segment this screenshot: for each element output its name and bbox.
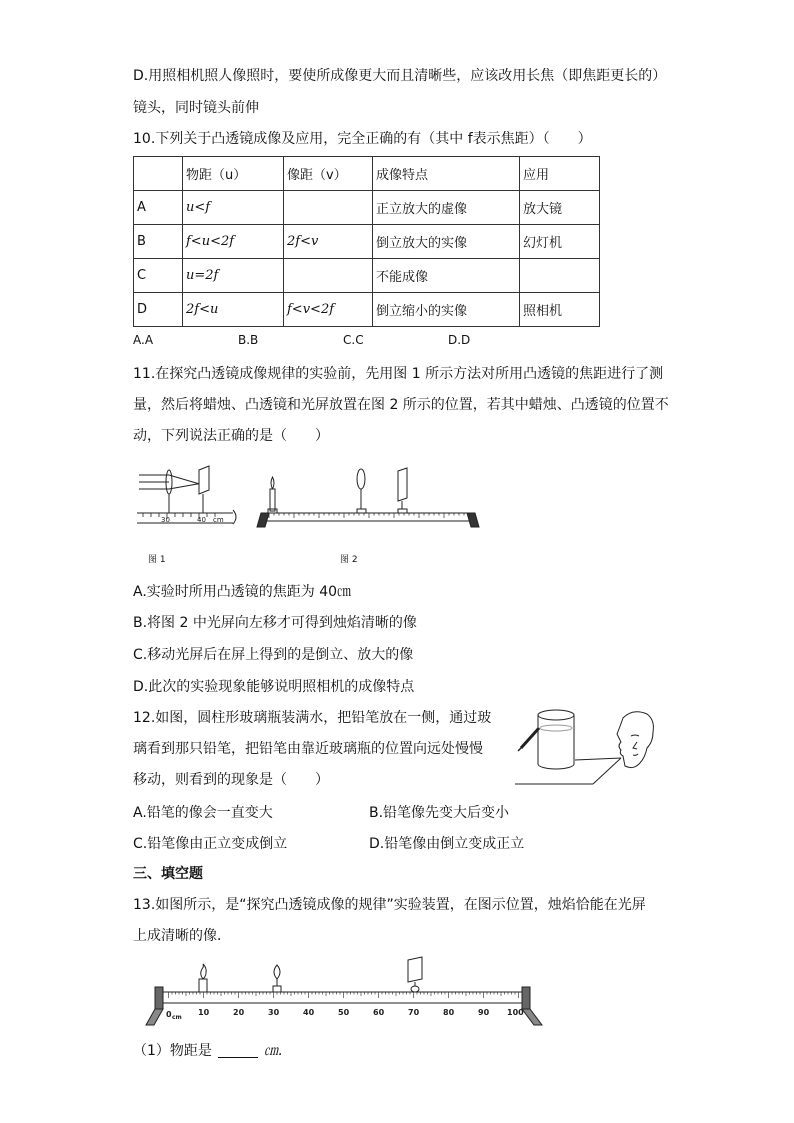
section-title-fill-in: 三、填空题 (133, 866, 203, 882)
bench-label-70: 70 (408, 1008, 420, 1017)
table-cell: 放大镜 (520, 191, 600, 225)
q13-sub1-answer-blank[interactable] (218, 1043, 258, 1058)
q10-option-b[interactable]: B.B (238, 333, 259, 347)
bench-label-10: 10 (198, 1008, 210, 1017)
q11-stem-line3: 动，下列说法正确的是（ ） (133, 428, 329, 444)
table-cell: f<v<2f (284, 293, 373, 327)
q13-sub1 (133, 1041, 282, 1061)
q12-options-row2 (133, 833, 605, 853)
q12-option-a[interactable]: A.铅笔的像会一直变大 (133, 805, 273, 821)
q10-options (133, 333, 553, 347)
table-cell: 物距（u） (183, 157, 284, 191)
table-cell: 正立放大的虚像 (373, 191, 520, 225)
q9-option-d-line2: 镜头，同时镜头前伸 (133, 100, 259, 116)
bench-label-50: 50 (338, 1008, 350, 1017)
fig1-tick-30: 30 (161, 516, 170, 524)
q12-option-d[interactable]: D.铅笔像由倒立变成正立 (369, 836, 525, 852)
table-cell (134, 157, 183, 191)
table-cell: D (134, 293, 183, 327)
q12-options-row1 (133, 802, 605, 822)
q11-figure-2 (255, 465, 483, 533)
q13-sub1-unit: ㎝. (263, 1043, 283, 1059)
q10-stem: 10.下列关于凸透镜成像及应用，完全正确的有（其中 f表示焦距）（ ） (133, 131, 592, 147)
table-cell: 像距（v） (284, 157, 373, 191)
q11-fig1-caption: 图 1 (148, 555, 166, 565)
q9-option-d-line1: D.用照相机照人像照时，要使所成像更大而且清晰些，应该改用长焦（即焦距更长的） (133, 68, 667, 84)
table-cell: 照相机 (520, 293, 600, 327)
table-cell: B (134, 225, 183, 259)
table-cell: 幻灯机 (520, 225, 600, 259)
q10-option-c[interactable]: C.C (343, 333, 364, 347)
table-row (134, 225, 600, 259)
q11-stem-line2: 量，然后将蜡烛、凸透镜和光屏放置在图 2 所示的位置，若其中蜡烛、凸透镜的位置不 (133, 397, 669, 413)
table-cell (284, 191, 373, 225)
bench-label-90: 90 (478, 1008, 490, 1017)
q10-option-a[interactable]: A.A (133, 333, 154, 347)
table-header-row (134, 157, 600, 191)
q11-option-c[interactable]: C.移动光屏后在屏上得到的是倒立、放大的像 (133, 647, 414, 663)
q12-option-c[interactable]: C.铅笔像由正立变成倒立 (133, 836, 288, 852)
table-cell: 倒立缩小的实像 (373, 293, 520, 327)
q12-figure-bottle-pencil (513, 700, 663, 788)
q10-option-d[interactable]: D.D (448, 333, 471, 347)
bench-label-40: 40 (303, 1008, 315, 1017)
table-row (134, 259, 600, 293)
bench-label-30: 30 (268, 1008, 280, 1017)
table-row (134, 293, 600, 327)
q11-option-b[interactable]: B.将图 2 中光屏向左移才可得到烛焰清晰的像 (133, 615, 417, 631)
q11-option-d[interactable]: D.此次的实验现象能够说明照相机的成像特点 (133, 679, 415, 695)
table-row (134, 191, 600, 225)
table-cell (520, 259, 600, 293)
table-cell: A (134, 191, 183, 225)
table-cell: 2f<u (183, 293, 284, 327)
table-cell: u<f (183, 191, 284, 225)
bench-label-0: 0 (166, 1010, 172, 1019)
bench-label-cm: cm (172, 1014, 182, 1021)
table-cell (284, 259, 373, 293)
table-cell: 倒立放大的实像 (373, 225, 520, 259)
q13-stem-line1: 13.如图所示，是“探究凸透镜成像的规律”实验装置，在图示位置，烛焰恰能在光屏 (133, 897, 646, 913)
q12-stem-line3: 移动，则看到的现象是（ ） (133, 772, 329, 788)
bench-label-100: 100 (507, 1008, 524, 1017)
table-cell: C (134, 259, 183, 293)
table-cell: 应用 (520, 157, 600, 191)
bench-label-60: 60 (373, 1008, 385, 1017)
table-cell: 2f<v (284, 225, 373, 259)
q11-fig2-caption: 图 2 (340, 555, 358, 565)
table-cell: u=2f (183, 259, 284, 293)
q13-sub1-prefix: （1）物距是 (133, 1043, 212, 1059)
q13-stem-line2: 上成清晰的像． (133, 928, 231, 944)
q12-option-b[interactable]: B.铅笔像先变大后变小 (369, 805, 510, 821)
q11-stem-line1: 11.在探究凸透镜成像规律的实验前，先用图 1 所示方法对所用凸透镜的焦距进行了测 (133, 366, 664, 382)
q12-stem-line1: 12.如图，圆柱形玻璃瓶装满水，把铅笔放在一侧，通过玻 (133, 710, 492, 726)
table-cell: 不能成像 (373, 259, 520, 293)
q13-optical-bench (150, 955, 550, 1030)
q12-stem-line2: 璃看到那只铅笔，把铅笔由靠近玻璃瓶的位置向远处慢慢 (133, 741, 483, 757)
q11-figure-1 (133, 458, 243, 528)
bench-label-20: 20 (233, 1008, 245, 1017)
fig1-tick-40: 40 (197, 516, 206, 524)
fig2-ruler-ticks (269, 513, 469, 518)
bench-ruler-ticks (169, 992, 519, 998)
table-cell: 成像特点 (373, 157, 520, 191)
bench-label-80: 80 (443, 1008, 455, 1017)
table-cell: f<u<2f (183, 225, 284, 259)
q10-table (133, 156, 600, 327)
fig1-unit: cm (213, 516, 224, 524)
q11-option-a[interactable]: A.实验时所用凸透镜的焦距为 40㎝ (133, 584, 352, 600)
